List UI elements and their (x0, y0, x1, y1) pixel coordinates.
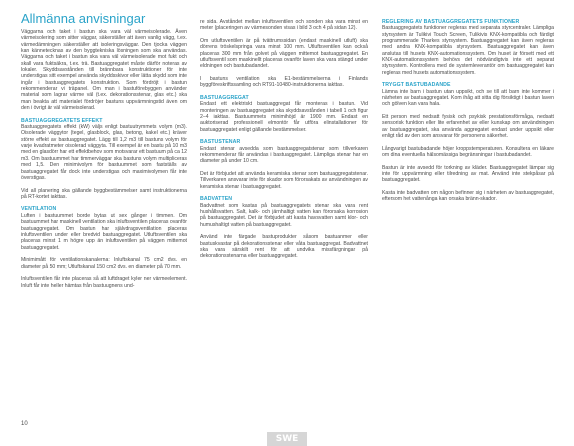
section-heading-safe-bathing: TRYGGT BASTUBADANDE (382, 82, 451, 89)
section-heading-sauna-stones: BASTUSTENAR (200, 139, 241, 146)
sauna-heater-paragraph: Endast ett elektriskt bastuaggregat får monteras i bastun. Vid monteringen av bastuaggregatet ska skyddsavstånden i tabell 1 och figur 2–4 iakttas. Bastuummets minimihöjd är 1900 mm. Endast en auktoriserad professionell elmontör får utföra elinstallationer för bastuaggregatet enligt gällande bestämmelser. (200, 101, 368, 133)
building-regulations-paragraph: Vid all planering ska gällande byggbestämmelser samt instruktionerna på RT-kortet iakttas. (21, 187, 187, 200)
heater-control-paragraph: Bastuaggregatets funktioner regleras med separata styrcentraler. Lämpliga styrsystem är Tulikivi Touch Screen, Tulikivis KNX-kompatibla och färdigt programmerade Tharkes styrsystem. Bastuaggregatet kan även regleras med andra KNX-kompatibla styrsystem. Bastuaggregatet kan även anslutas till husets KNX-automationssystem. Om huset är försett med ett KNX-automationssystem behövs det nödvändigtvis inte ett separat styrsystem. Kontrollera med de systemleverantör om bastuaggregatet kan regleras med husets automationssystem. (382, 25, 554, 76)
section-heading-ventilation: VENTILATION (21, 206, 57, 213)
regulations-paragraph: I bastuns ventilation ska E1-bestämmelserna i Finlands byggföreskriftssamling och RT91-10480-instruktionerna iakttas. (200, 76, 368, 89)
ventilation-dimensions-paragraph: Minimimått för ventilationskanalerna: Inluftskanal 75 cm2 dvs. en diameter på 50 mm; Utluftskanal 150 cm2 dvs. en diameter på 70 mm. (21, 257, 187, 270)
children-safety-paragraph: Lämna inte barn i bastun utan uppsikt, och se till att barn inte kommer i närheten av bastuaggregatet. Kom ihåg att sitta dig försiktigt i bastun laven och gölven kan vara hala. (382, 88, 554, 108)
body-temperature-paragraph: Långvarigt bastubadande höjer kroppstemperaturen. Konsultera en läkare om dina eventuella hälsomässiga begränsningar i bastubadandet. (382, 145, 554, 159)
page-title: Allmänna anvisningar (21, 11, 146, 26)
column-left (21, 11, 187, 295)
inlet-valve-paragraph: Inluftsventilen får inte placeras så att luftdraget kyler ner värmeelement. Inluft får inte heller hämtas från bastuugnens und- (21, 276, 187, 289)
language-tab: SWE (267, 432, 307, 446)
section-heading-bath-water: BADVATTEN (200, 196, 233, 203)
intro-paragraph: Väggarna och taket i bastun ska vara väl värmeisolerade. Även värmeisolering som sitter väggar, säkerställer att även vanlig vägg, t.ex. värmedämningen säkerställer att isoleringsväggar. Den tjocka väggen kan kännetecknas av den byggtekniska lösningen som ska användas. Väggarna och taket i bastun ska vara väl värmeisolerade mot fukt och skall vara fuktsäkra, t.ex. trä. Bastuaggregatet måste därför noteras av lokaler. Skyddsavstånden till brännbara konstruktioner för inte understigas sitt exempel använda skyddsskivor eller lätta skydd som inte ingår i bastuaggregatets konstruktion. Som fördröjt i bastun rekommenderar vi träpanel. Om man i bastuförebyggen använder material som lagrar värme väl (t.ex. dekorationsstenar, glas etc.) ska man beakta att materialet fördröjer bastuns uppvärmningstid även om den i övrigt är väl värmeisolerad. (21, 29, 187, 112)
ceramic-stones-paragraph: Det är förbjudet att använda keramiska stenar som bastuaggregatstenar. Tillverkaren ansvarar inte för skador som förorsakats av användningen av keramiska stenar i bastuaggregatet. (200, 171, 368, 190)
drying-clothes-paragraph: Bastun är inte avsedd för torkning av kläder. Bastuaggregatet lämpar sig inte för uppvärmning eller tilredning av mat. Använd inte stekpåsar på bastuaggregatet. (382, 164, 554, 184)
column-right (382, 19, 554, 209)
ventilation-paragraph: Luften i bastuummet borde bytas ut sex gånger i timmen. Om bastuummet har maskinell ventilation ska inluftsventilen placeras ovanför bastuaggregatet. Om bastun har självdragsventilation placeras inluftsventilen under eller bredvid bastuaggregatet. Utluftsventilen ska placeras minst 1 m högre upp än inluftsventilen på väggen mittemot bastuaggregatet. (21, 212, 188, 251)
reduced-capability-paragraph: Ett person med nedsatt fysisk och psykisk prestationsförmåga, nedsatt sensorisk funktion eller lite erfarenhet av eller kunskap om användningen av bastuaggregatet, ska använda aggregatet endast under uppsikt eller enligt råd av den som ansvarar för personens säkerhet. (382, 114, 554, 140)
sauna-stones-paragraph: Endast stenar avsedda som bastuaggregatstenar som tillverkaren rekommenderar får användas i bastuaggregatet. Lämpliga stenar har en diameter på under 10 cm. (200, 145, 368, 165)
sauna-products-paragraph: Använd inte färgade bastuprodukter såsom bastuanmer eller bastuskvastar på dekorationsstenar eller våta bastuaggregat. Badvattnet ska vara särskilt rent för att undvika missfärgningar på dekorationsstenarna eller bastuaggregatet. (200, 234, 368, 260)
throwing-water-paragraph: Kasta inte badvatten om någon befinner sig i närheten av bastuaggregatet, eftersom het vattenånga kan orsaka bränn-skador. (382, 190, 554, 203)
section-heading-heater-power: BASTUAGGREGATETS EFFEKT (21, 117, 103, 124)
page-number: 10 (21, 421, 28, 427)
heater-power-paragraph: Bastuaggregatets effekt (kW) väljs enligt bastuutrymmets volym (m3). Oisolerade väggytor (tegel, glasblock, glas, betong, kakel etc.) kräver större effekt av bastuaggregatet. Lägg till 1,2 m3 till bastuns volym för varje kvadratmeter oisolerad väggyta. Till exempel är en bastu på 10 m3 med en glasdörr har ett effektbehov som motsvarar ett bastuum på ca 12 m3. Om bastuummet har timmerväggar ska bastuns volym multipliceras med 1,5. Den minimivolym för bastuummet som fastställs av bastuaggregatet får dock inte understigas och maximivolymen får inte överstigas. (21, 124, 187, 181)
exhaust-valve-paragraph: Om utluftsventilen är på tvättrumssidan (endast maskinell utluft) ska dörrens tröskelspringa vara minst 100 mm. Utluftsventilen kan också placeras 300 mm från golvet på väggen mittemot bastuaggregatet. En utluftsventil som maskinellt placeras ovanför laven ska vara stängd under eldningen och bastubadandet. (200, 37, 368, 70)
continued-paragraph: re sida. Avståndet mellan inluftsventilen och sonden ska vara minst en meter (placeringen av värmesonden visas i bild 3 och 4 på sidan 12). (200, 19, 368, 32)
section-heading-sauna-heater: BASTUAGGREGAT (200, 94, 249, 101)
section-heading-heater-control: REGLERING AV BASTUAGGREGATETS FUNKTIONER (382, 19, 520, 25)
bath-water-paragraph: Badvattnet som kastas på bastuaggregatets stenar ska vara rent hushållsvatten. Salt, kalk- och järnhaltigt vatten kan förorsaka korrosion på bastuaggregatet. Det är förbjudet att kasta havsvatten samt klor- och humushaltigt vatten på bastuaggregatet. (200, 202, 368, 228)
column-middle (200, 19, 368, 266)
